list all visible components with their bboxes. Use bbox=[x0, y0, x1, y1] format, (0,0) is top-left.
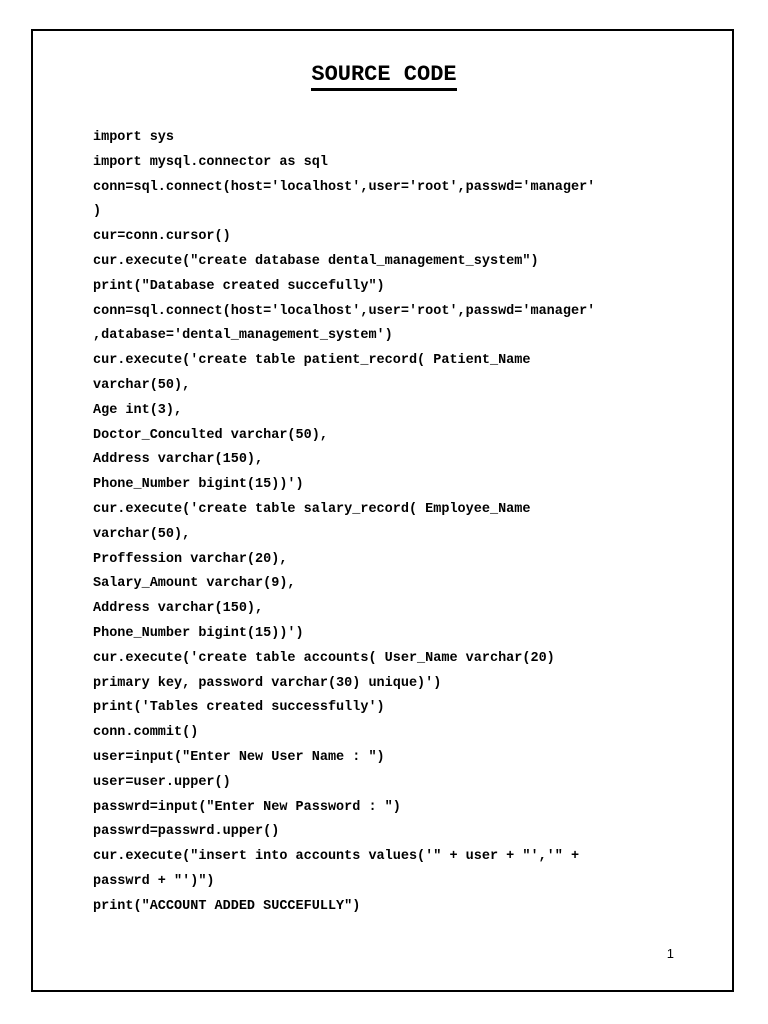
code-line: Proffession varchar(20), bbox=[93, 551, 288, 567]
code-line: cur.execute('create table accounts( User_Name varchar(20) bbox=[93, 650, 555, 666]
code-line: passwrd + "')") bbox=[93, 873, 215, 889]
page-number: 1 bbox=[666, 946, 674, 961]
code-line: cur=conn.cursor() bbox=[93, 229, 231, 245]
code-line: conn=sql.connect(host='localhost',user='root',passwd='manager' bbox=[93, 303, 596, 319]
code-line: ,database='dental_management_system') bbox=[93, 328, 393, 344]
code-line: user=input("Enter New User Name : ") bbox=[93, 749, 385, 765]
code-line: ) bbox=[93, 204, 102, 220]
code-line: varchar(50), bbox=[93, 377, 191, 393]
code-line: print("Database created succefully") bbox=[93, 278, 385, 294]
page-title bbox=[0, 60, 768, 90]
code-line: Salary_Amount varchar(9), bbox=[93, 576, 296, 592]
code-line: Doctor_Conculted varchar(50), bbox=[93, 427, 328, 443]
code-line: conn.commit() bbox=[93, 725, 199, 741]
code-line: import mysql.connector as sql bbox=[93, 154, 328, 170]
code-line: print("ACCOUNT ADDED SUCCEFULLY") bbox=[93, 898, 361, 914]
page-title-text: SOURCE CODE bbox=[311, 62, 456, 91]
code-line: Phone_Number bigint(15))') bbox=[93, 477, 304, 493]
code-line: Phone_Number bigint(15))') bbox=[93, 625, 304, 641]
code-line: passwrd=passwrd.upper() bbox=[93, 824, 280, 840]
code-line: varchar(50), bbox=[93, 526, 191, 542]
code-line: import sys bbox=[93, 130, 175, 145]
code-line: primary key, password varchar(30) unique)') bbox=[93, 675, 442, 691]
code-line: print('Tables created successfully') bbox=[93, 700, 385, 716]
code-line: user=user.upper() bbox=[93, 774, 231, 790]
code-line: Age int(3), bbox=[93, 402, 183, 418]
code-line: cur.execute('create table salary_record( Employee_Name bbox=[93, 501, 531, 517]
code-line: passwrd=input("Enter New Password : ") bbox=[93, 799, 401, 815]
code-line: cur.execute("insert into accounts values('" + user + "','" + bbox=[93, 849, 580, 865]
code-line: cur.execute('create table patient_record( Patient_Name bbox=[93, 353, 531, 369]
code-line: cur.execute("create database dental_management_system") bbox=[93, 253, 539, 269]
code-line: Address varchar(150), bbox=[93, 452, 264, 468]
code-line: Address varchar(150), bbox=[93, 601, 264, 617]
code-line: conn=sql.connect(host='localhost',user='root',passwd='manager' bbox=[93, 179, 596, 195]
source-code-block bbox=[93, 126, 693, 920]
